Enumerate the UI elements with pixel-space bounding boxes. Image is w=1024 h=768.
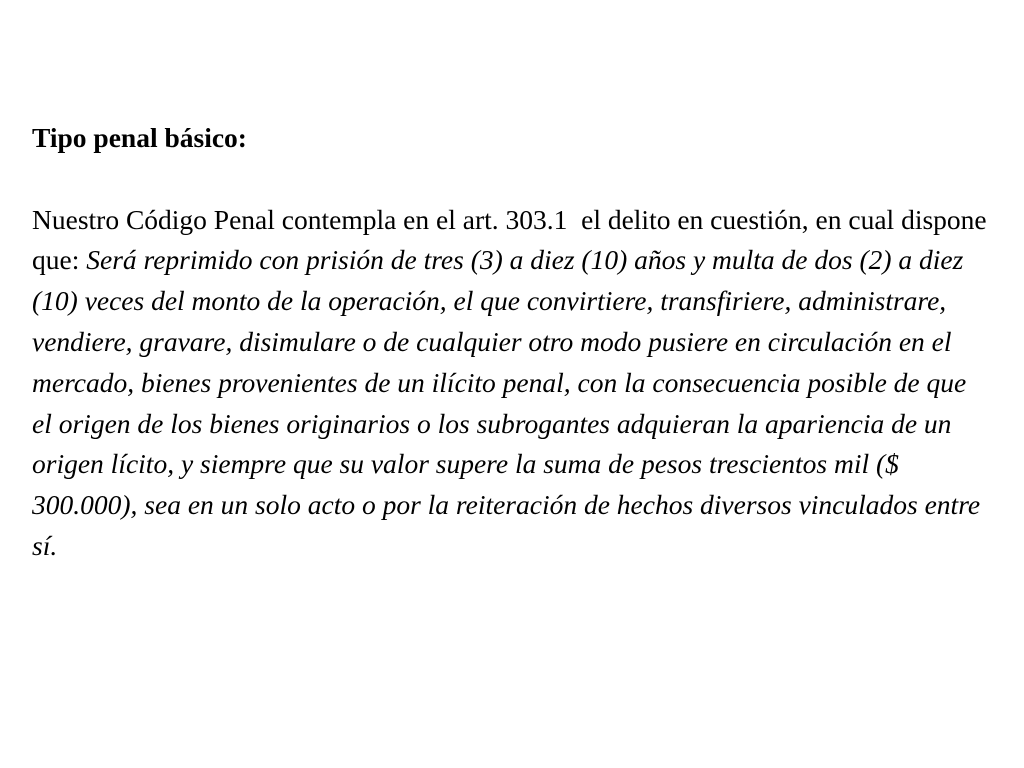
slide-body xyxy=(32,118,992,567)
paragraph-spacer xyxy=(32,159,992,200)
slide-heading: Tipo penal básico: xyxy=(32,122,247,153)
paragraph-intro: Nuestro Código Penal contempla en el art. 303.1 el delito en cuestión, en cual dispone que: xyxy=(32,203,994,276)
legal-quote: Será reprimido con prisión de tres (3) a diez (10) años y multa de dos (2) a diez (10) veces del monto de la operación, el que convirtiere, transfiriere, administrare, vendiere, gravare, disimulare o de cualquier otro modo pusiere en circulación en el mercado, bienes provenientes de un ilícito penal, con la consecuencia posible de que el origen de los bienes originarios o los subrogantes adquieran la apariencia de un origen lícito, y siempre que su valor supere la suma de pesos trescientos mil ($ 300.000), sea en un solo acto o por la reiteración de hechos diversos vinculados entre sí. xyxy=(32,244,987,561)
body-paragraph xyxy=(32,200,992,567)
